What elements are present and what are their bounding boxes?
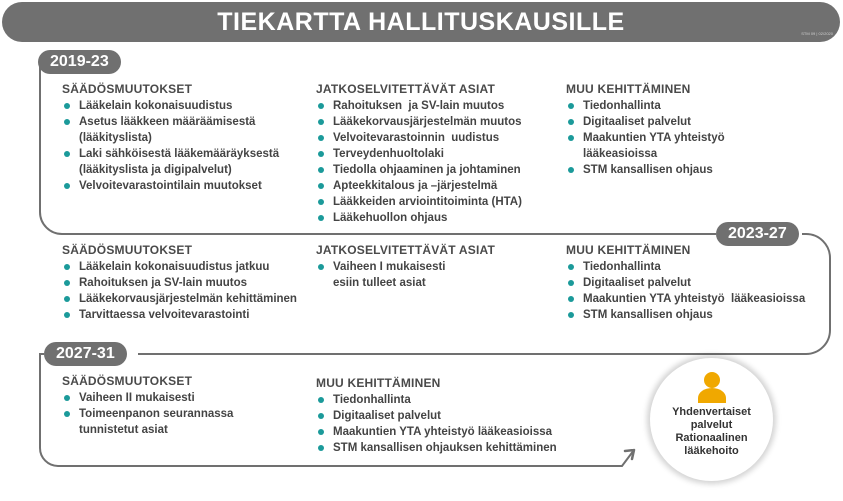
list-item: Toimeenpanon seurannassa tunnistetut asiat [62, 406, 233, 438]
list-item: Digitaaliset palvelut [566, 275, 805, 291]
list-item: Maakuntien YTA yhteistyö lääkeasioissa [316, 424, 557, 440]
list-item: Digitaaliset palvelut [316, 408, 557, 424]
period-label-2023-27: 2023-27 [716, 222, 799, 246]
period-label-2027-31: 2027-31 [44, 342, 127, 366]
list-item: Rahoituksen ja SV-lain muutos [62, 275, 297, 291]
p3-muu-column [316, 376, 557, 456]
column-heading: SÄÄDÖSMUUTOKSET [62, 82, 193, 96]
list-item: STM kansallisen ohjaus [566, 307, 805, 323]
reference-code: STM 09 | 02/2020 [801, 31, 833, 36]
list-item: Vaiheen II mukaisesti [62, 390, 233, 406]
item-list [566, 259, 805, 323]
item-list [62, 98, 279, 194]
column-heading: MUU KEHITTÄMINEN [316, 376, 441, 390]
p3-saados-column [62, 374, 233, 438]
list-item: Apteekkitalous ja –järjestelmä [316, 178, 522, 194]
item-list [62, 390, 233, 438]
item-list [316, 98, 522, 226]
page-title: TIEKARTTA HALLITUSKAUSILLE [217, 7, 625, 36]
outcome-text: Yhdenvertaiset palvelut Rationaalinen lääkehoito [672, 406, 751, 457]
list-item: Digitaaliset palvelut [566, 114, 725, 130]
list-item: Lääkelain kokonaisuudistus jatkuu [62, 259, 297, 275]
list-item: Tarvittaessa velvoitevarastointi [62, 307, 297, 323]
column-heading: SÄÄDÖSMUUTOKSET [62, 374, 193, 388]
person-icon [695, 370, 729, 404]
list-item: Lääkehuollon ohjaus [316, 210, 522, 226]
outcome-circle [650, 358, 773, 481]
p1-muu-column [566, 82, 725, 178]
list-item: Maakuntien YTA yhteistyö lääkeasioissa [566, 291, 805, 307]
column-heading: MUU KEHITTÄMINEN [566, 82, 691, 96]
period-label-2019-23: 2019-23 [38, 50, 121, 74]
list-item: Lääkelain kokonaisuudistus [62, 98, 279, 114]
column-heading: JATKOSELVITETTÄVÄT ASIAT [316, 243, 496, 257]
list-item: Lääkekorvausjärjestelmän kehittäminen [62, 291, 297, 307]
list-item: Vaiheen I mukaisesti esiin tulleet asiat [316, 259, 495, 291]
list-item: Lääkekorvausjärjestelmän muutos [316, 114, 522, 130]
list-item: Tiedonhallinta [566, 98, 725, 114]
item-list [316, 259, 495, 291]
list-item: Lääkkeiden arviointitoiminta (HTA) [316, 194, 522, 210]
column-heading: MUU KEHITTÄMINEN [566, 243, 691, 257]
list-item: STM kansallisen ohjauksen kehittäminen [316, 440, 557, 456]
p2-jatko-column [316, 243, 495, 291]
list-item: Terveydenhuoltolaki [316, 146, 522, 162]
list-item: Rahoituksen ja SV-lain muutos [316, 98, 522, 114]
list-item: Asetus lääkkeen määräämisestä (lääkityslista) [62, 114, 279, 146]
list-item: Velvoitevarastointilain muutokset [62, 178, 279, 194]
list-item: Tiedonhallinta [316, 392, 557, 408]
p2-muu-column [566, 243, 805, 323]
list-item: Tiedolla ohjaaminen ja johtaminen [316, 162, 522, 178]
list-item: Maakuntien YTA yhteistyö lääkeasioissa [566, 130, 725, 162]
item-list [316, 392, 557, 456]
list-item: Laki sähköisestä lääkemääräyksestä (lääkityslista ja digipalvelut) [62, 146, 279, 178]
p2-saados-column [62, 243, 297, 323]
list-item: Velvoitevarastoinnin uudistus [316, 130, 522, 146]
p1-saados-column [62, 82, 279, 194]
list-item: STM kansallisen ohjaus [566, 162, 725, 178]
list-item: Tiedonhallinta [566, 259, 805, 275]
column-heading: JATKOSELVITETTÄVÄT ASIAT [316, 82, 496, 96]
column-heading: SÄÄDÖSMUUTOKSET [62, 243, 193, 257]
item-list [566, 98, 725, 178]
item-list [62, 259, 297, 323]
p1-jatko-column [316, 82, 522, 226]
